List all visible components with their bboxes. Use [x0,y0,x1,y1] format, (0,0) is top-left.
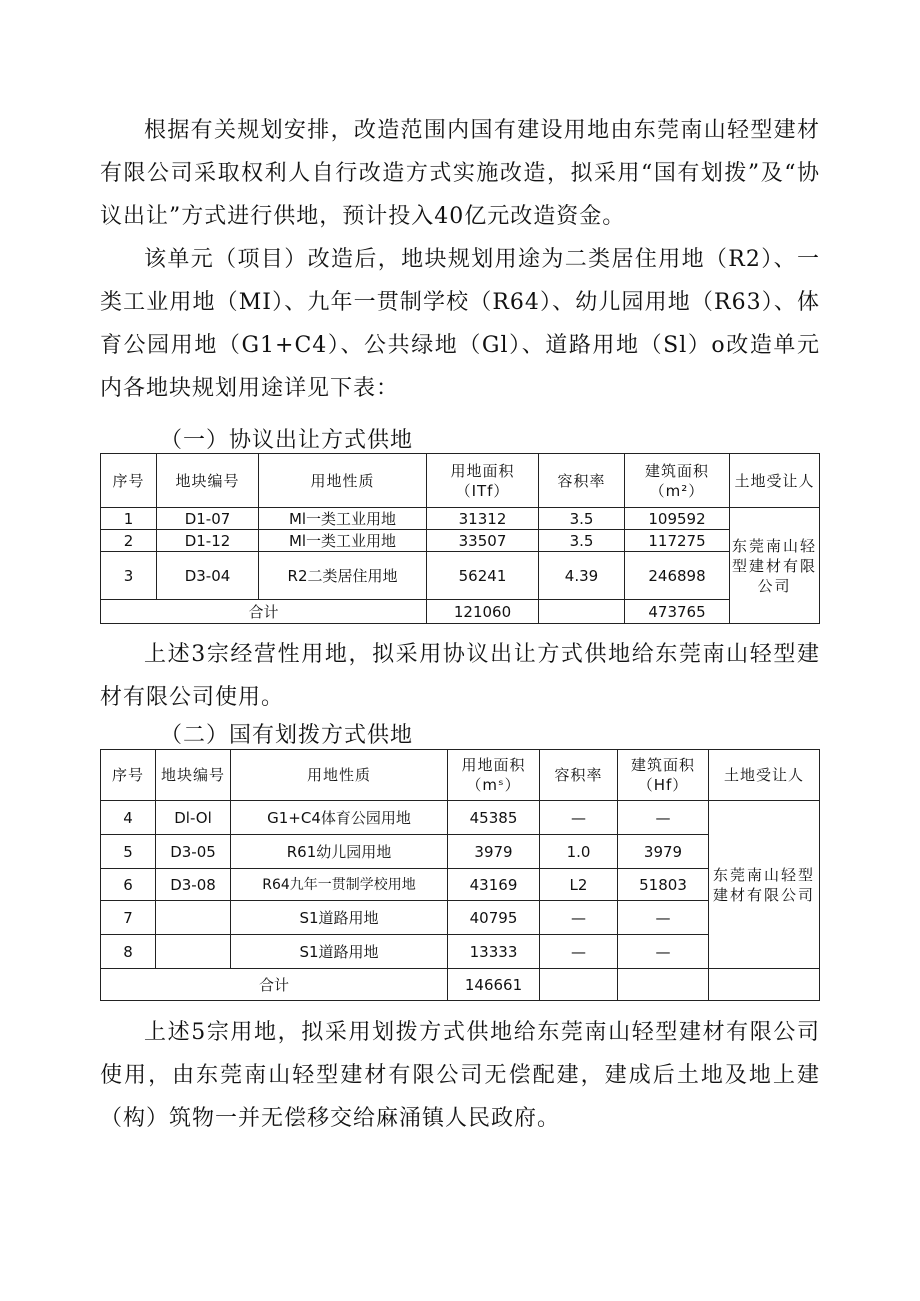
table-agreement-transfer [100,453,820,624]
header-seq: 序号 [101,750,156,801]
cell-floor-area: 117275 [625,530,730,552]
paragraph-planning-uses: 该单元（项目）改造后，地块规划用途为二类居住用地（R2）、一类工业用地（MI）、九年一贯制学校（R64）、幼儿园用地（R63）、体育公园用地（G1+C4）、公共绿地（Gl）、道路用地（Sl）o改造单元内各地块规划用途详见下表： [100,247,820,401]
header-plot-id: 地块编号 [157,454,259,508]
cell-plot-id: D1-12 [157,530,259,552]
cell-land-area: 31312 [427,508,539,530]
cell-plot-id: D3-04 [157,552,259,600]
cell-floor-area: 3979 [618,835,709,869]
cell-plot-id: D1-07 [157,508,259,530]
header-seq: 序号 [101,454,157,508]
table-header-row [101,454,820,508]
cell-far: 3.5 [539,530,625,552]
cell-total-label: 合计 [101,969,448,1001]
cell-land-area: 33507 [427,530,539,552]
cell-total-label: 合计 [101,600,427,624]
cell-land-area: 56241 [427,552,539,600]
cell-total-recipient [709,969,820,1001]
cell-land-use: R64九年一贯制学校用地 [231,869,448,901]
cell-far: 4.39 [539,552,625,600]
cell-plot-id [156,935,231,969]
cell-total-far [539,600,625,624]
cell-plot-id [156,901,231,935]
table-row [101,508,820,530]
section-heading-agreement-transfer: （一）协议出让方式供地 [160,428,414,453]
cell-land-area: 40795 [448,901,540,935]
cell-land-area: 45385 [448,801,540,835]
cell-land-use: S1道路用地 [231,901,448,935]
cell-floor-area: 109592 [625,508,730,530]
cell-land-use: G1+C4体育公园用地 [231,801,448,835]
cell-floor-area: 246898 [625,552,730,600]
cell-land-use: R2二类居住用地 [259,552,427,600]
cell-land-area: 13333 [448,935,540,969]
cell-plot-id: Dl-Ol [156,801,231,835]
cell-floor-area: 51803 [618,869,709,901]
cell-floor-area: — [618,901,709,935]
header-far: 容积率 [539,454,625,508]
cell-seq: 2 [101,530,157,552]
cell-land-use: Ml一类工业用地 [259,508,427,530]
cell-total-area: 121060 [427,600,539,624]
header-plot-id: 地块编号 [156,750,231,801]
cell-land-use: R61幼儿园用地 [231,835,448,869]
cell-seq: 7 [101,901,156,935]
table-header-row [101,750,820,801]
cell-land-area: 43169 [448,869,540,901]
header-floor-area: 建筑面积（Hf） [618,750,709,801]
cell-floor-area: — [618,801,709,835]
table-allocation [100,749,820,1001]
header-far: 容积率 [540,750,618,801]
cell-seq: 1 [101,508,157,530]
cell-far: 3.5 [539,508,625,530]
header-land-area: 用地面积（mˢ） [448,750,540,801]
table-row [101,801,820,835]
cell-far: — [540,935,618,969]
cell-total-floor-area [618,969,709,1001]
header-land-use: 用地性质 [231,750,448,801]
cell-floor-area: — [618,935,709,969]
header-floor-area: 建筑面积（m²） [625,454,730,508]
cell-seq: 4 [101,801,156,835]
cell-far: — [540,801,618,835]
table-row [101,552,820,600]
cell-seq: 5 [101,835,156,869]
header-land-use: 用地性质 [259,454,427,508]
table-total-row [101,600,820,624]
section-heading-allocation: （二）国有划拨方式供地 [160,723,414,748]
paragraph-intro: 根据有关规划安排，改造范围内国有建设用地由东莞南山轻型建材有限公司采取权利人自行改造方式实施改造，拟采用“国有划拨”及“协议出让”方式进行供地，预计投入40亿元改造资金。 [100,118,820,229]
table-row [101,530,820,552]
table-total-row [101,969,820,1001]
cell-total-floor-area: 473765 [625,600,730,624]
header-recipient: 土地受让人 [730,454,820,508]
header-land-area: 用地面积（ITf） [427,454,539,508]
cell-far: — [540,901,618,935]
cell-recipient: 东莞南山轻型建材有限公司 [730,508,820,624]
cell-total-area: 146661 [448,969,540,1001]
cell-land-use: S1道路用地 [231,935,448,969]
cell-total-far [540,969,618,1001]
cell-plot-id: D3-08 [156,869,231,901]
cell-land-use: Ml一类工业用地 [259,530,427,552]
cell-seq: 3 [101,552,157,600]
cell-far: 1.0 [540,835,618,869]
cell-seq: 6 [101,869,156,901]
header-recipient: 土地受让人 [709,750,820,801]
paragraph-agreement-summary: 上述3宗经营性用地，拟采用协议出让方式供地给东莞南山轻型建材有限公司使用。 [100,642,820,710]
paragraph-allocation-summary: 上述5宗用地，拟采用划拨方式供地给东莞南山轻型建材有限公司使用，由东莞南山轻型建材有限公司无偿配建，建成后土地及地上建（构）筑物一并无偿移交给麻涌镇人民政府。 [100,1020,820,1131]
cell-plot-id: D3-05 [156,835,231,869]
cell-far: L2 [540,869,618,901]
cell-land-area: 3979 [448,835,540,869]
cell-seq: 8 [101,935,156,969]
cell-recipient: 东莞南山轻型建材有限公司 [709,801,820,969]
